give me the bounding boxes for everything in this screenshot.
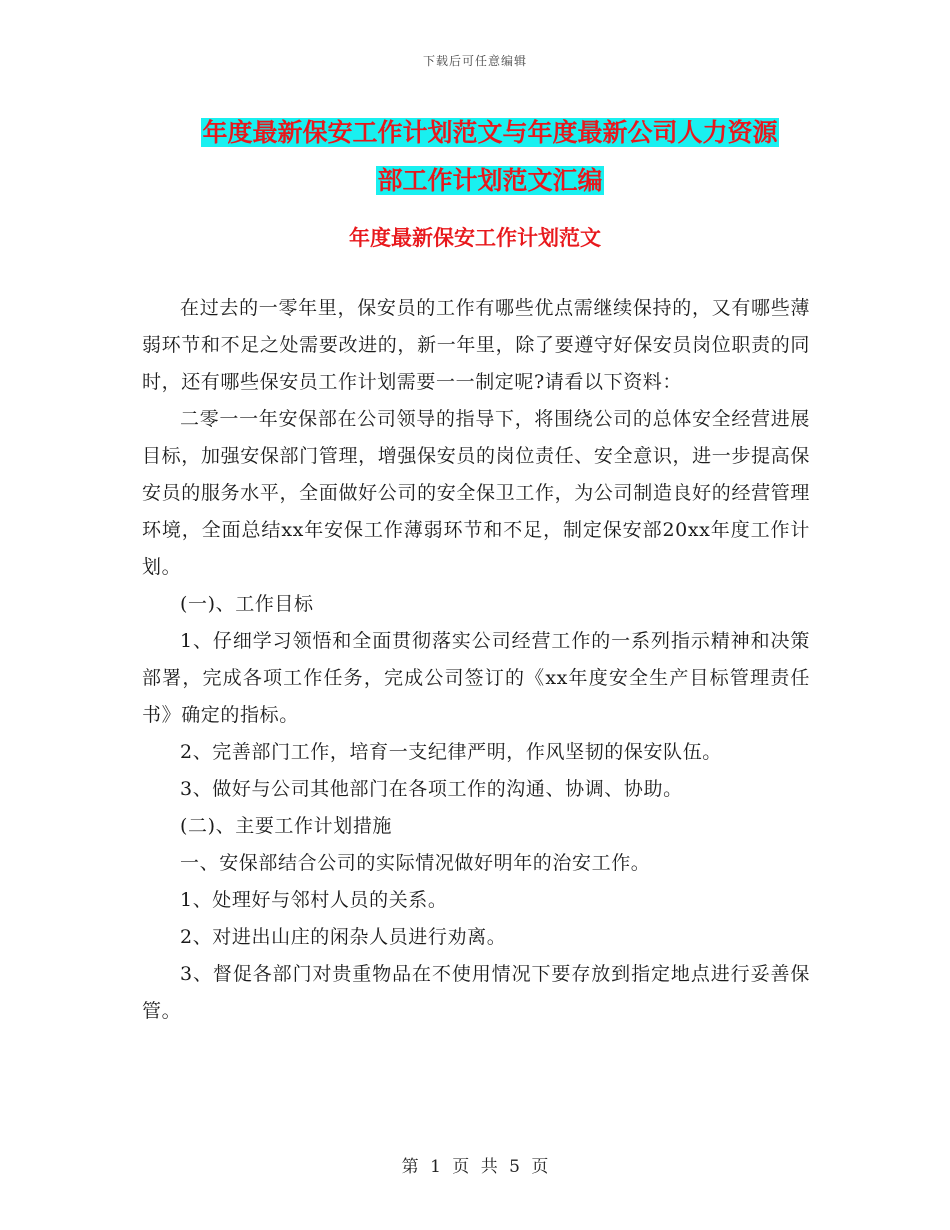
paragraph: 1、处理好与邻村人员的关系。 (180, 889, 448, 911)
section-title: 年度最新保安工作计划范文 (349, 225, 601, 250)
document-title (140, 109, 840, 205)
paragraph: 3、做好与公司其他部门在各项工作的沟通、协调、协助。 (180, 778, 683, 800)
paragraph: 3、督促各部门对贵重物品在不使用情况下要存放到指定地点进行妥善保管。 (142, 963, 810, 1022)
paragraph: 2、对进出山庄的闲杂人员进行劝离。 (180, 926, 507, 948)
paragraph: (一)、工作目标 (180, 593, 314, 615)
paragraph: (二)、主要工作计划措施 (180, 815, 393, 837)
document-title-line-1: 年度最新保安工作计划范文与年度最新公司人力资源 (202, 118, 778, 147)
paragraph: 在过去的一零年里，保安员的工作有哪些优点需继续保持的，又有哪些薄弱环节和不足之处需要改进的，新一年里，除了要遵守好保安员岗位职责的同时，还有哪些保安员工作计划需要一一制定呢?请看以下资料： (142, 297, 810, 393)
header-note: 下载后可任意编辑 (422, 54, 527, 68)
paragraph: 1、仔细学习领悟和全面贯彻落实公司经营工作的一系列指示精神和决策部署，完成各项工作任务，完成公司签订的《xx年度安全生产目标管理责任书》确定的指标。 (142, 630, 810, 726)
body-text (142, 290, 810, 1030)
page-number-footer: 第 1 页 共 5 页 (401, 1157, 549, 1177)
paragraph: 2、完善部门工作，培育一支纪律严明，作风坚韧的保安队伍。 (180, 741, 722, 763)
paragraph: 一、安保部结合公司的实际情况做好明年的治安工作。 (180, 852, 651, 874)
document-title-line-2: 部工作计划范文汇编 (377, 166, 603, 195)
paragraph: 二零一一年安保部在公司领导的指导下，将围绕公司的总体安全经营进展目标，加强安保部门管理，增强保安员的岗位责任、安全意识，进一步提高保安员的服务水平，全面做好公司的安全保卫工作，为公司制造良好的经营管理环境，全面总结xx年安保工作薄弱环节和不足，制定保安部20xx年度工作计划。 (142, 408, 810, 578)
